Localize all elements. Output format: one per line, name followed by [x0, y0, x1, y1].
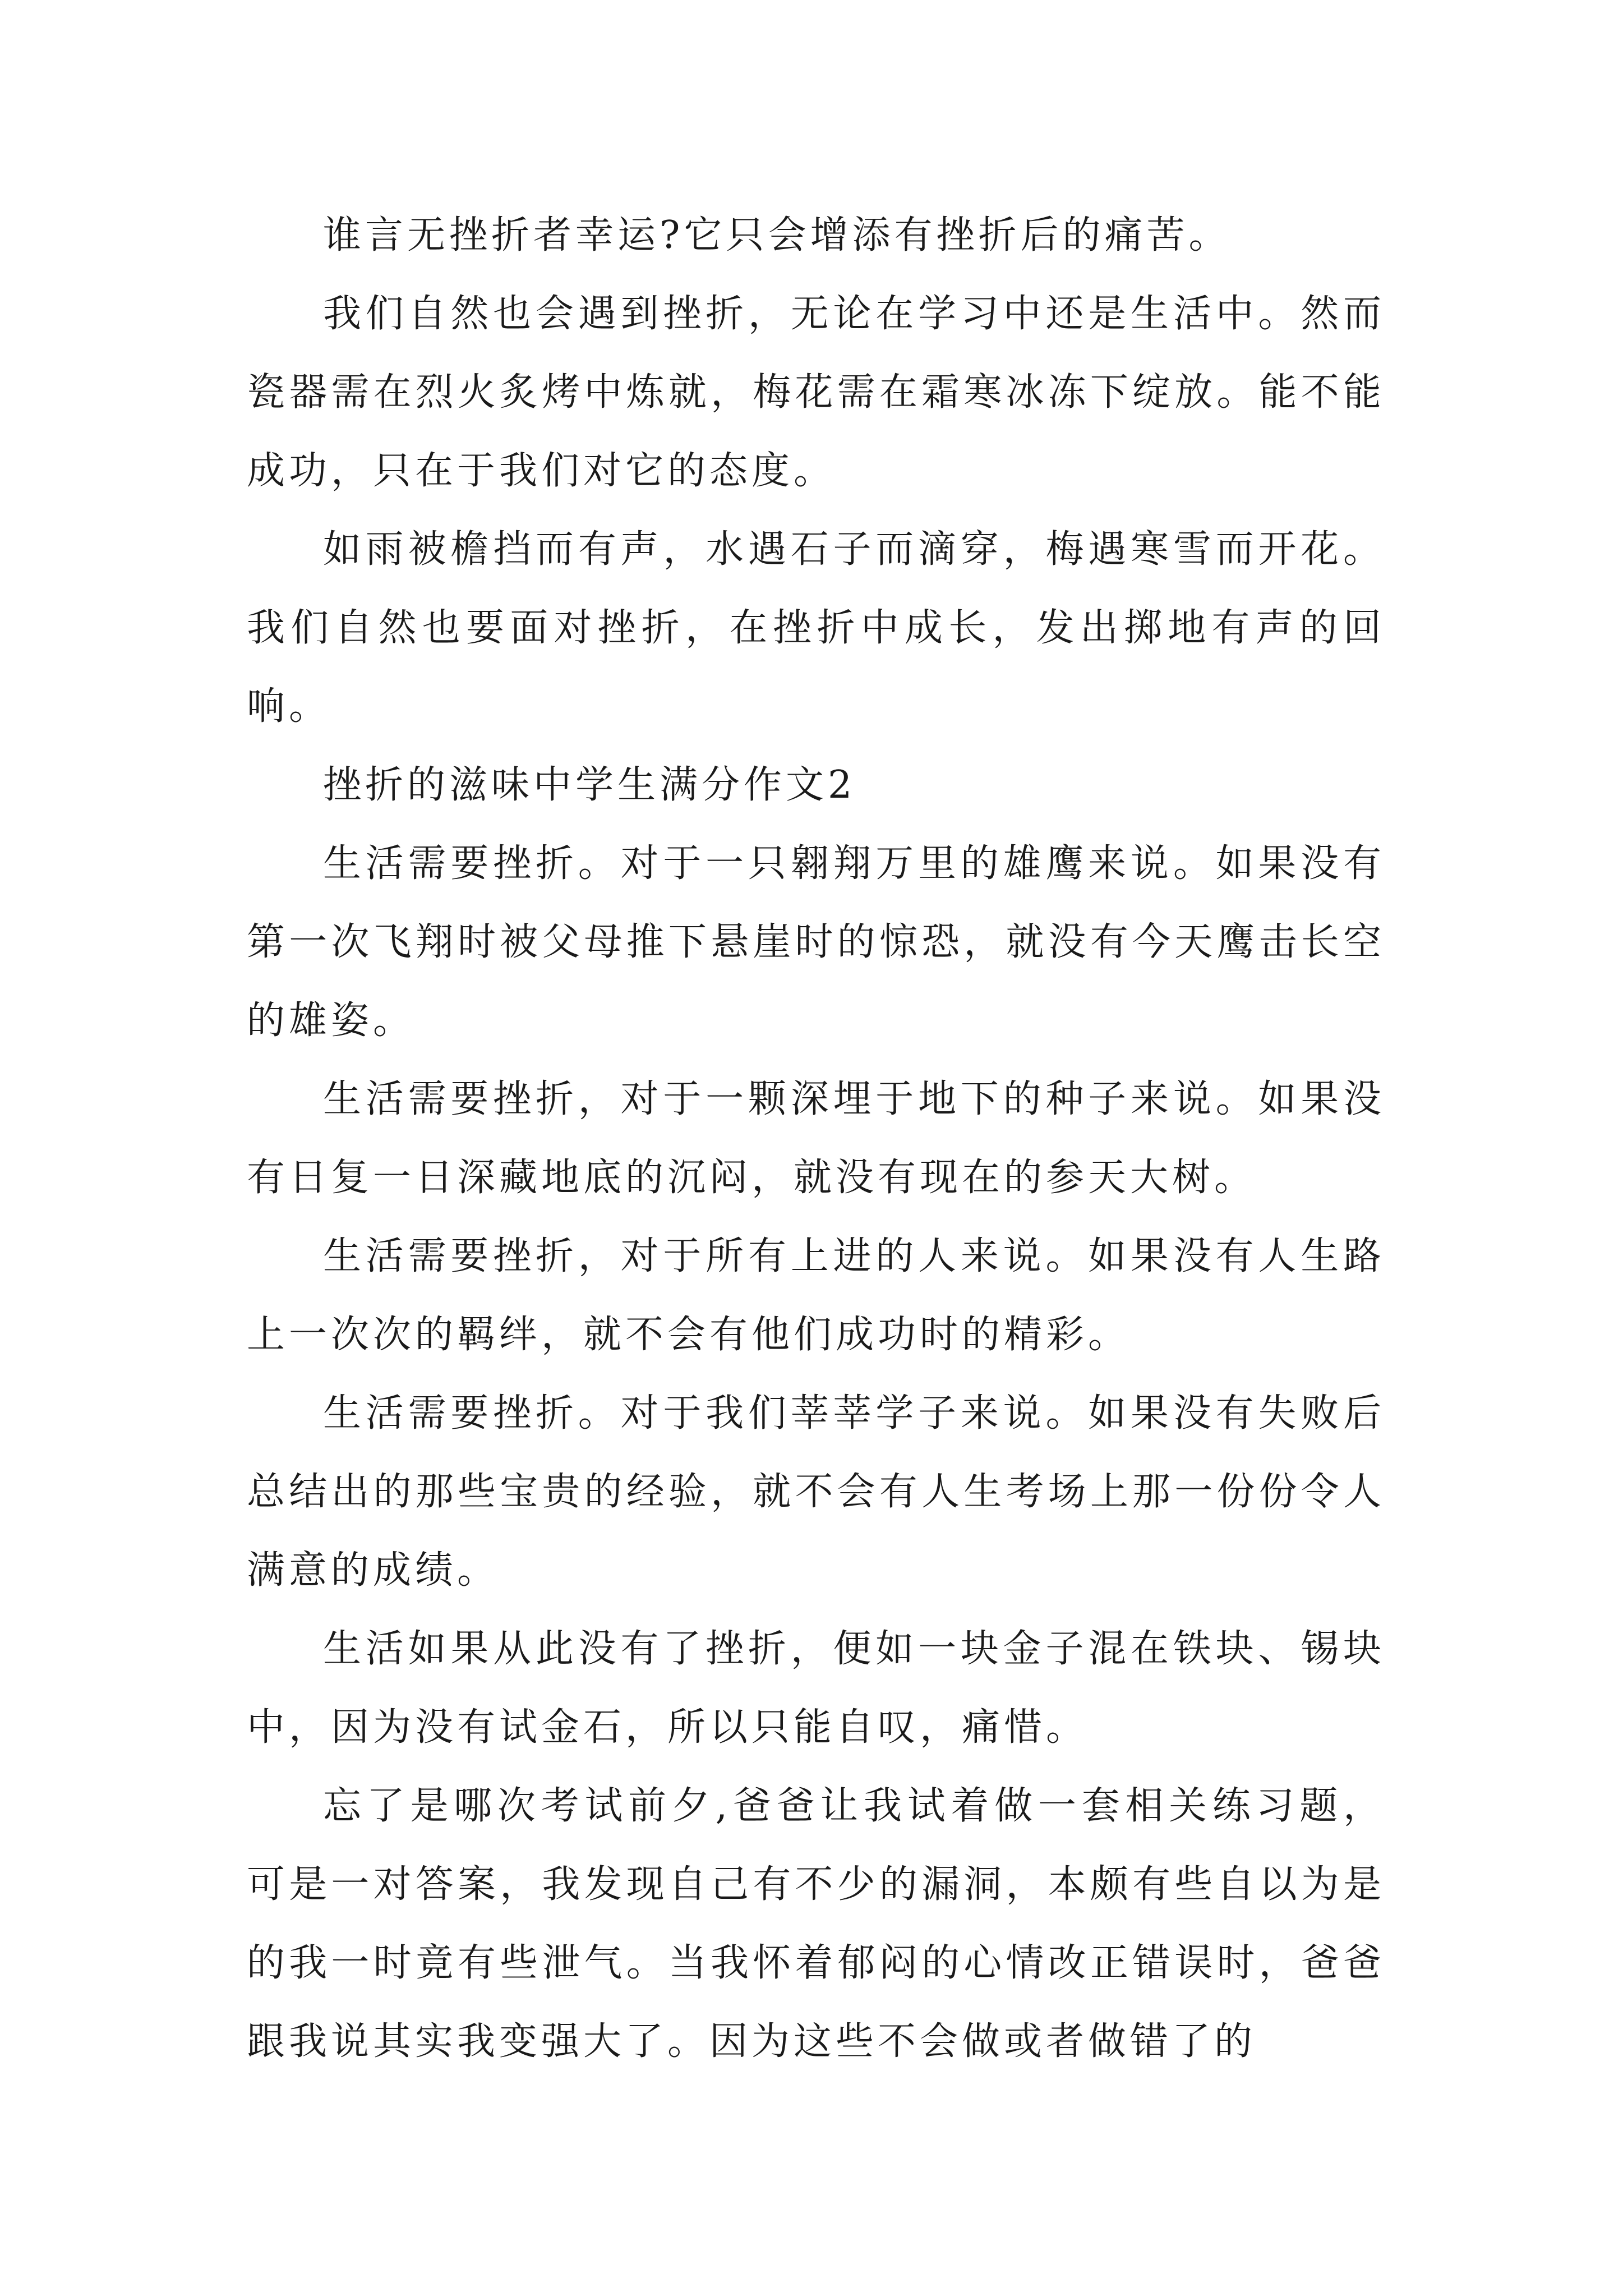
section-heading: 挫折的滋味中学生满分作文2 — [323, 763, 856, 807]
paragraph: 生活需要挫折，对于一颗深埋于地下的种子来说。如果没有日复一日深藏地底的沉闷，就没有现在的参天大树。 — [247, 1077, 1385, 1200]
document-body — [247, 196, 1385, 2081]
paragraph: 谁言无挫折者幸运?它只会增添有挫折后的痛苦。 — [323, 213, 1231, 257]
paragraph: 生活如果从此没有了挫折，便如一块金子混在铁块、锡块中，因为没有试金石，所以只能自叹，痛惜。 — [247, 1627, 1385, 1750]
paragraph: 生活需要挫折。对于一只翱翔万里的雄鹰来说。如果没有第一次飞翔时被父母推下悬崖时的惊恐，就没有今天鹰击长空的雄姿。 — [247, 841, 1385, 1043]
paragraph: 如雨被檐挡而有声，水遇石子而滴穿，梅遇寒雪而开花。我们自然也要面对挫折，在挫折中成长，发出掷地有声的回响。 — [247, 527, 1385, 729]
paragraph: 我们自然也会遇到挫折，无论在学习中还是生活中。然而瓷器需在烈火炙烤中炼就，梅花需在霜寒冰冻下绽放。能不能成功，只在于我们对它的态度。 — [247, 292, 1385, 493]
paragraph: 生活需要挫折，对于所有上进的人来说。如果没有人生路上一次次的羁绊，就不会有他们成功时的精彩。 — [247, 1234, 1385, 1357]
paragraph: 忘了是哪次考试前夕,爸爸让我试着做一套相关练习题，可是一对答案，我发现自己有不少的漏洞，本颇有些自以为是的我一时竟有些泄气。当我怀着郁闷的心情改正错误时，爸爸跟我说其实我变强大了。因为这些不会做或者做错了的 — [247, 1784, 1385, 2064]
paragraph: 生活需要挫折。对于我们莘莘学子来说。如果没有失败后总结出的那些宝贵的经验，就不会有人生考场上那一份份令人满意的成绩。 — [247, 1391, 1385, 1593]
